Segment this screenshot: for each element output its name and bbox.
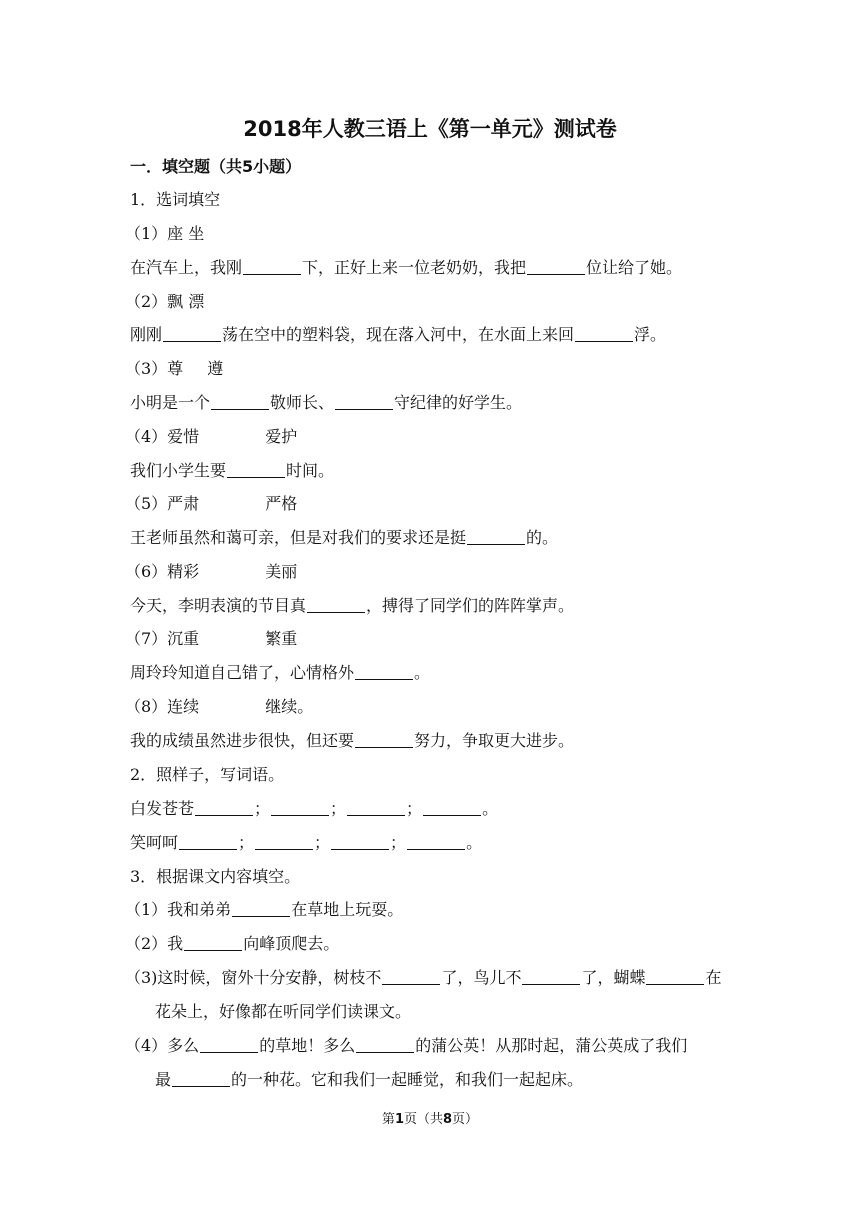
answer-blank[interactable] bbox=[271, 797, 329, 816]
q1-5-options: （5）严肃 严格 bbox=[125, 494, 298, 513]
q1-6-options: （6）精彩 美丽 bbox=[125, 562, 298, 581]
q3-3-continuation: 花朵上，好像都在听同学们读课文。 bbox=[155, 1002, 412, 1021]
answer-blank[interactable] bbox=[467, 526, 525, 545]
answer-blank[interactable] bbox=[184, 932, 242, 951]
question-3-label: 3．根据课文内容填空。 bbox=[130, 867, 301, 886]
answer-blank[interactable] bbox=[355, 661, 413, 680]
q2-row-1: 白发苍苍 ； ； ； 。 bbox=[130, 799, 499, 818]
question-2-label: 2．照样子，写词语。 bbox=[130, 765, 285, 784]
answer-blank[interactable] bbox=[355, 729, 413, 748]
q3-1-sentence: （1）我和弟弟 在草地上玩耍。 bbox=[125, 900, 404, 919]
q1-4-options: （4）爱惜 爱护 bbox=[125, 427, 298, 446]
answer-blank[interactable] bbox=[227, 459, 285, 478]
q1-8-sentence: 我的成绩虽然进步很快，但还要 努力，争取更大进步。 bbox=[130, 731, 575, 750]
page-footer: 第1页（共8页） bbox=[381, 1112, 479, 1127]
answer-blank[interactable] bbox=[646, 966, 704, 985]
answer-blank[interactable] bbox=[179, 831, 237, 850]
q1-4-sentence: 我们小学生要 时间。 bbox=[130, 461, 335, 480]
q1-1-options: （1）座 坐 bbox=[125, 224, 205, 243]
answer-blank[interactable] bbox=[200, 1034, 258, 1053]
page-number: 1 bbox=[394, 1112, 404, 1127]
answer-blank[interactable] bbox=[347, 797, 405, 816]
q1-8-options: （8）连续 继续。 bbox=[125, 697, 314, 716]
answer-blank[interactable] bbox=[232, 898, 290, 917]
answer-blank[interactable] bbox=[331, 831, 389, 850]
q1-3-sentence: 小明是一个 敬师长、 守纪律的好学生。 bbox=[130, 393, 523, 412]
q1-6-sentence: 今天，李明表演的节目真 ，搏得了同学们的阵阵掌声。 bbox=[130, 596, 575, 615]
q1-1-sentence: 在汽车上，我刚 下，正好上来一位老奶奶，我把 位让给了她。 bbox=[130, 258, 683, 277]
answer-blank[interactable] bbox=[307, 594, 365, 613]
page-title: 2018年人教三语上《第一单元》测试卷 bbox=[243, 117, 617, 141]
q2-row-2: 笑呵呵 ； ； ； 。 bbox=[130, 833, 483, 852]
question-1-label: 1．选词填空 bbox=[130, 190, 221, 209]
q1-7-options: （7）沉重 繁重 bbox=[125, 629, 298, 648]
q3-3-sentence: （3)这时候，窗外十分安静，树枝不 了，鸟儿不 了，蝴蝶 在 bbox=[125, 968, 722, 987]
answer-blank[interactable] bbox=[423, 797, 481, 816]
answer-blank[interactable] bbox=[211, 391, 269, 410]
q1-2-options: （2）飘 漂 bbox=[125, 292, 205, 311]
answer-blank[interactable] bbox=[356, 1034, 414, 1053]
total-pages: 8 bbox=[443, 1112, 453, 1127]
answer-blank[interactable] bbox=[575, 323, 633, 342]
answer-blank[interactable] bbox=[195, 797, 253, 816]
q1-3-options: （3）尊 遵 bbox=[125, 359, 224, 378]
answer-blank[interactable] bbox=[335, 391, 393, 410]
q1-7-sentence: 周玲玲知道自己错了，心情格外 。 bbox=[130, 663, 431, 682]
q1-5-sentence: 王老师虽然和蔼可亲，但是对我们的要求还是挺 的。 bbox=[130, 528, 559, 547]
answer-blank[interactable] bbox=[407, 831, 465, 850]
q3-2-sentence: （2）我 向峰顶爬去。 bbox=[125, 934, 340, 953]
q3-4-continuation: 最 的一种花。它和我们一起睡觉，和我们一起起床。 bbox=[155, 1070, 584, 1089]
q3-4-sentence: （4）多么 的草地！多么 的蒲公英！从那时起，蒲公英成了我们 bbox=[125, 1036, 688, 1055]
answer-blank[interactable] bbox=[255, 831, 313, 850]
answer-blank[interactable] bbox=[243, 256, 301, 275]
answer-blank[interactable] bbox=[163, 323, 221, 342]
answer-blank[interactable] bbox=[522, 966, 580, 985]
answer-blank[interactable] bbox=[527, 256, 585, 275]
section-heading: 一．填空题（共5小题） bbox=[130, 157, 302, 176]
q1-2-sentence: 刚刚 荡在空中的塑料袋，现在落入河中，在水面上来回 浮。 bbox=[130, 325, 667, 344]
answer-blank[interactable] bbox=[172, 1068, 230, 1087]
answer-blank[interactable] bbox=[382, 966, 440, 985]
